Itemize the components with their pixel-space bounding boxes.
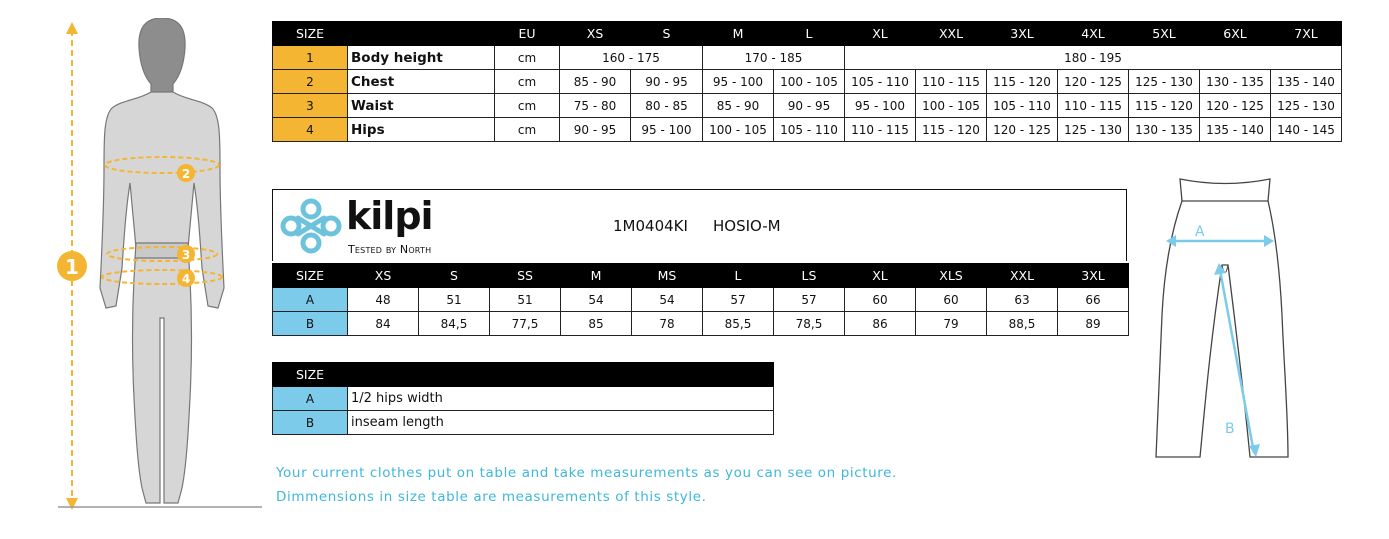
style-row-label: A xyxy=(273,288,348,312)
brand-wordmark: kilpi xyxy=(346,194,433,238)
size-value-cell: 95 - 100 xyxy=(631,118,703,142)
style-value-cell: 78 xyxy=(632,312,703,336)
style-value-cell: 66 xyxy=(1058,288,1129,312)
style-header-cell: LS xyxy=(774,264,845,288)
style-name: HOSIO-M xyxy=(713,217,781,235)
legend-row xyxy=(273,411,774,435)
style-value-cell: 48 xyxy=(348,288,419,312)
size-value-cell: 120 - 125 xyxy=(1058,70,1129,94)
legend-text: 1/2 hips width xyxy=(348,387,774,411)
style-value-cell: 57 xyxy=(774,288,845,312)
legend-blank-header xyxy=(348,363,774,387)
style-header-cell: XXL xyxy=(987,264,1058,288)
style-value-cell: 60 xyxy=(916,288,987,312)
svg-text:2: 2 xyxy=(181,167,191,181)
style-value-cell: 78,5 xyxy=(774,312,845,336)
size-header-cell: 3XL xyxy=(987,22,1058,46)
marker-3 xyxy=(177,245,195,263)
measure-label: Body height xyxy=(348,46,495,70)
body-size-table xyxy=(272,21,1342,142)
style-row xyxy=(273,312,1129,336)
size-value-cell: 125 - 130 xyxy=(1058,118,1129,142)
size-value-cell: 90 - 95 xyxy=(774,94,845,118)
size-value-cell: 120 - 125 xyxy=(1200,94,1271,118)
style-value-cell: 57 xyxy=(703,288,774,312)
size-value-cell: 105 - 110 xyxy=(845,70,916,94)
style-header-row xyxy=(273,264,1129,288)
style-header-cell: SIZE xyxy=(273,264,348,288)
style-code: 1M0404KI xyxy=(613,217,688,235)
style-value-cell: 54 xyxy=(632,288,703,312)
size-header-cell: L xyxy=(774,22,845,46)
style-value-cell: 84,5 xyxy=(419,312,490,336)
marker-4 xyxy=(177,269,195,287)
size-value-cell: 100 - 105 xyxy=(703,118,774,142)
pants-measurement-figure xyxy=(1150,175,1300,465)
size-value-cell: 100 - 105 xyxy=(774,70,845,94)
marker-1 xyxy=(57,251,87,281)
size-header-cell: XS xyxy=(560,22,631,46)
size-value-cell: 85 - 90 xyxy=(703,94,774,118)
style-value-cell: 86 xyxy=(845,312,916,336)
measure-unit: cm xyxy=(495,118,560,142)
style-row-label: B xyxy=(273,312,348,336)
product-size-table xyxy=(272,263,1129,336)
size-value-cell: 90 - 95 xyxy=(631,70,703,94)
size-value-cell: 85 - 90 xyxy=(560,70,631,94)
size-range-cell: 170 - 185 xyxy=(703,46,845,70)
style-header-cell: L xyxy=(703,264,774,288)
style-value-cell: 77,5 xyxy=(490,312,561,336)
brand-tagline: Tested by North xyxy=(348,243,432,256)
size-value-cell: 130 - 135 xyxy=(1200,70,1271,94)
size-value-cell: 90 - 95 xyxy=(560,118,631,142)
size-value-cell: 110 - 115 xyxy=(1058,94,1129,118)
style-value-cell: 51 xyxy=(419,288,490,312)
size-header-cell: XL xyxy=(845,22,916,46)
size-value-cell: 95 - 100 xyxy=(703,70,774,94)
style-header-cell: XS xyxy=(348,264,419,288)
size-header-cell: SIZE xyxy=(273,22,348,46)
style-value-cell: 54 xyxy=(561,288,632,312)
measure-number: 1 xyxy=(273,46,348,70)
size-value-cell: 140 - 145 xyxy=(1271,118,1342,142)
legend-label: A xyxy=(273,387,348,411)
size-value-cell: 75 - 80 xyxy=(560,94,631,118)
style-header-cell: M xyxy=(561,264,632,288)
garment-label-a: A xyxy=(1195,224,1205,240)
size-row xyxy=(273,46,1342,70)
style-row xyxy=(273,288,1129,312)
product-style-box xyxy=(272,189,1127,261)
style-value-cell: 84 xyxy=(348,312,419,336)
dimension-note: Dimmensions in size table are measurements of this style. xyxy=(276,489,707,505)
size-range-cell: 180 - 195 xyxy=(845,46,1342,70)
svg-text:1: 1 xyxy=(65,255,79,279)
size-header-cell: 6XL xyxy=(1200,22,1271,46)
measure-label: Hips xyxy=(348,118,495,142)
size-row xyxy=(273,94,1342,118)
style-header-cell: SS xyxy=(490,264,561,288)
measure-label: Waist xyxy=(348,94,495,118)
style-header-cell: XL xyxy=(845,264,916,288)
kilpi-knot-icon xyxy=(278,196,344,256)
size-header-row xyxy=(273,22,1342,46)
style-header-cell: MS xyxy=(632,264,703,288)
instruction-note: Your current clothes put on table and take measurements as you can see on picture. xyxy=(276,465,897,481)
size-value-cell: 110 - 115 xyxy=(845,118,916,142)
size-value-cell: 115 - 120 xyxy=(916,118,987,142)
size-value-cell: 115 - 120 xyxy=(987,70,1058,94)
size-row xyxy=(273,70,1342,94)
measure-unit: cm xyxy=(495,70,560,94)
size-header-cell: 7XL xyxy=(1271,22,1342,46)
size-header-cell xyxy=(348,22,495,46)
garment-label-b: B xyxy=(1225,421,1235,437)
style-value-cell: 88,5 xyxy=(987,312,1058,336)
measure-number: 3 xyxy=(273,94,348,118)
size-value-cell: 105 - 110 xyxy=(774,118,845,142)
legend-size-header: SIZE xyxy=(273,363,348,387)
measurement-legend-table xyxy=(272,362,774,435)
body-measurement-figure xyxy=(50,18,272,518)
size-value-cell: 80 - 85 xyxy=(631,94,703,118)
size-value-cell: 115 - 120 xyxy=(1129,94,1200,118)
legend-row xyxy=(273,387,774,411)
size-range-cell: 160 - 175 xyxy=(560,46,703,70)
style-header-cell: 3XL xyxy=(1058,264,1129,288)
legend-header-row xyxy=(273,363,774,387)
style-header-cell: XLS xyxy=(916,264,987,288)
size-header-cell: EU xyxy=(495,22,560,46)
style-value-cell: 60 xyxy=(845,288,916,312)
style-value-cell: 85 xyxy=(561,312,632,336)
size-header-cell: 4XL xyxy=(1058,22,1129,46)
measure-number: 4 xyxy=(273,118,348,142)
size-value-cell: 105 - 110 xyxy=(987,94,1058,118)
size-value-cell: 125 - 130 xyxy=(1271,94,1342,118)
size-value-cell: 110 - 115 xyxy=(916,70,987,94)
svg-text:4: 4 xyxy=(181,272,191,286)
legend-label: B xyxy=(273,411,348,435)
size-header-cell: M xyxy=(703,22,774,46)
style-header-cell: S xyxy=(419,264,490,288)
measure-unit: cm xyxy=(495,94,560,118)
svg-text:3: 3 xyxy=(181,248,191,262)
size-value-cell: 125 - 130 xyxy=(1129,70,1200,94)
measure-number: 2 xyxy=(273,70,348,94)
size-value-cell: 135 - 140 xyxy=(1271,70,1342,94)
size-row xyxy=(273,118,1342,142)
size-value-cell: 95 - 100 xyxy=(845,94,916,118)
marker-2 xyxy=(177,164,195,182)
style-value-cell: 85,5 xyxy=(703,312,774,336)
size-header-cell: XXL xyxy=(916,22,987,46)
style-value-cell: 79 xyxy=(916,312,987,336)
size-value-cell: 135 - 140 xyxy=(1200,118,1271,142)
size-value-cell: 120 - 125 xyxy=(987,118,1058,142)
measure-label: Chest xyxy=(348,70,495,94)
size-header-cell: S xyxy=(631,22,703,46)
size-header-cell: 5XL xyxy=(1129,22,1200,46)
style-value-cell: 63 xyxy=(987,288,1058,312)
size-value-cell: 100 - 105 xyxy=(916,94,987,118)
size-value-cell: 130 - 135 xyxy=(1129,118,1200,142)
legend-text: inseam length xyxy=(348,411,774,435)
measure-unit: cm xyxy=(495,46,560,70)
style-value-cell: 89 xyxy=(1058,312,1129,336)
style-value-cell: 51 xyxy=(490,288,561,312)
kilpi-logo xyxy=(278,196,433,256)
